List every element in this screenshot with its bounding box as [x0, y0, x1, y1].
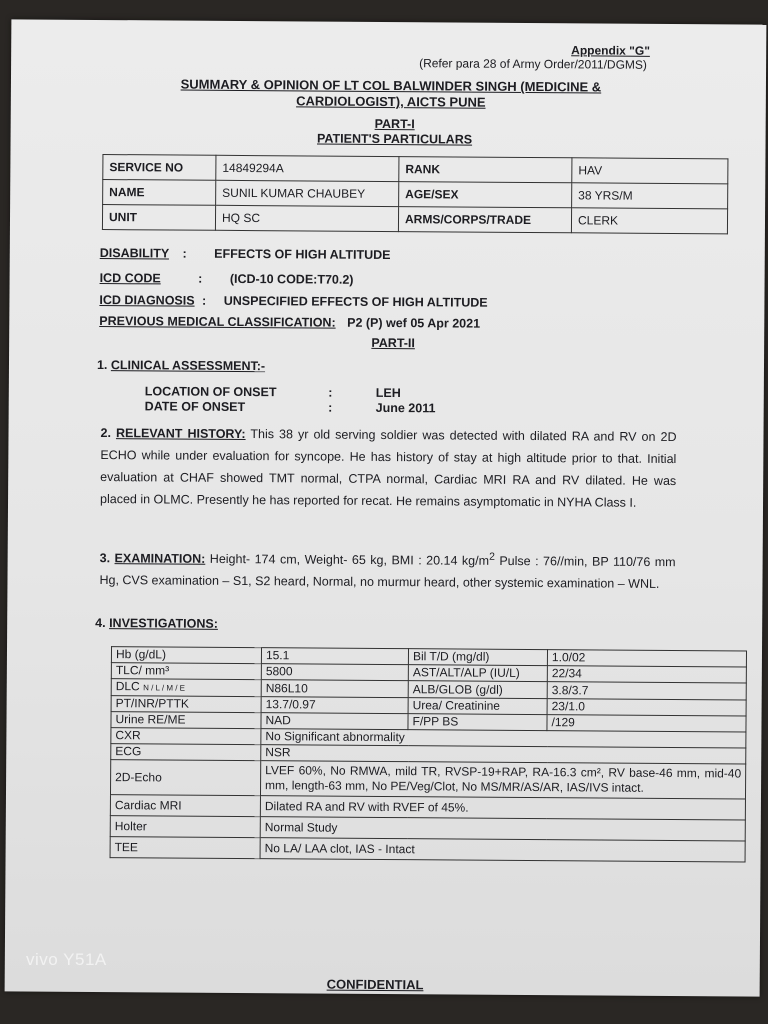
- dlc-label: DLC: [115, 679, 140, 694]
- document-page: [5, 19, 767, 996]
- exam-text-c: BP 110/76 mm Hg, CVS examination – S1, S2 heard, Normal, no murmur heard, other systemic examination – WNL.: [99, 554, 676, 592]
- cell-label: UNIT: [102, 205, 215, 231]
- onset-location-value: LEH: [375, 385, 401, 401]
- test-value: 22/34: [547, 666, 746, 683]
- section-number: 4.: [95, 615, 106, 631]
- disability-row: [100, 246, 391, 262]
- icd-code-label: ICD CODE: [99, 270, 161, 286]
- camera-watermark: vivo Y51A: [26, 950, 107, 969]
- cell-value: 14849294A: [216, 155, 399, 181]
- title-line-1: SUMMARY & OPINION OF LT COL BALWINDER SINGH (MEDICINE &: [180, 76, 602, 95]
- clinical-assessment-heading: [97, 358, 265, 373]
- investigations-heading: [95, 616, 218, 631]
- test-value: 23/1.0: [547, 699, 746, 716]
- table-row: [110, 760, 745, 799]
- onset-location-colon: :: [328, 385, 333, 400]
- test-value: 3.8/3.7: [547, 682, 746, 700]
- icd-diagnosis-label: ICD DIAGNOSIS: [99, 292, 195, 308]
- cell-label: ARMS/CORPS/TRADE: [398, 207, 571, 233]
- cell-value: HAV: [572, 158, 728, 184]
- section-title: INVESTIGATIONS:: [109, 616, 218, 631]
- test-name: Hb (g/dL): [111, 647, 261, 664]
- onset-location-row: [145, 384, 401, 400]
- onset-date-colon: :: [328, 400, 333, 415]
- investigations-table: [110, 646, 747, 862]
- icd-diagnosis-colon: :: [202, 293, 207, 308]
- exam-superscript: 2: [489, 551, 495, 563]
- particulars-table: [102, 154, 729, 234]
- previous-classification-value: P2 (P) wef 05 Apr 2021: [347, 315, 481, 331]
- cell-label: SERVICE NO: [103, 155, 216, 181]
- test-result: NSR: [261, 745, 746, 764]
- section-number: 2.: [100, 426, 112, 441]
- icd-code-row: [100, 271, 354, 287]
- disability-label: DISABILITY: [99, 245, 170, 261]
- test-result: Normal Study: [260, 817, 745, 841]
- icd-code-colon: :: [198, 271, 203, 286]
- test-value: 13.7/0.97: [261, 697, 408, 714]
- disability-colon: :: [182, 246, 187, 261]
- onset-location-label: LOCATION OF ONSET: [144, 384, 277, 400]
- part2-label: PART-II: [371, 335, 415, 351]
- section-title: EXAMINATION:: [114, 551, 206, 566]
- history-text: This 38 yr old serving soldier was detected with dilated RA and RV on 2D ECHO while under evaluation for syncope. He has history of stay at high altitude prior to that. Initial evaluation at CHAF showed TMT normal, CTPA normal, Cardiac MRI RA and RV dilated. He was placed in OLMC. Presently he has reported for recat. He remains asymptomatic in NYHA Class I.: [100, 427, 677, 510]
- part1-heading: PATIENT'S PARTICULARS: [316, 131, 473, 147]
- test-result: No Significant abnormality: [261, 729, 746, 748]
- test-name: Urine RE/ME: [111, 712, 261, 729]
- dlc-subscript: N / L / M / E: [143, 683, 186, 693]
- exam-text-b: Pulse : 76//min,: [494, 553, 588, 569]
- table-row: [110, 837, 745, 862]
- reference-line: (Refer para 28 of Army Order/2011/DGMS): [419, 56, 648, 72]
- test-name: ALB/GLOB (g/dl): [408, 681, 547, 699]
- test-name: F/PP BS: [408, 714, 547, 731]
- test-name: PT/INR/PTTK: [111, 696, 261, 713]
- cell-label: AGE/SEX: [399, 182, 572, 208]
- test-name: TLC/ mm³: [111, 663, 261, 680]
- previous-classification-row: [99, 314, 480, 331]
- part1-label: PART-I: [374, 116, 415, 132]
- relevant-history-paragraph: [100, 422, 677, 514]
- icd-diagnosis-value: UNSPECIFIED EFFECTS OF HIGH ALTITUDE: [223, 293, 488, 310]
- test-result: Dilated RA and RV with RVEF of 45%.: [260, 796, 745, 820]
- title-line-2: CARDIOLOGIST), AICTS PUNE: [296, 93, 486, 110]
- section-title: RELEVANT HISTORY:: [115, 426, 246, 442]
- exam-text-a: Height- 174 cm, Weight- 65 kg, BMI : 20.14 kg/m: [209, 551, 490, 568]
- examination-paragraph: [99, 544, 675, 595]
- section-title: CLINICAL ASSESSMENT:-: [110, 358, 266, 374]
- test-value: N86L10: [261, 680, 408, 698]
- icd-diagnosis-row: [99, 293, 487, 310]
- icd-code-value: (ICD-10 CODE:T70.2): [229, 271, 354, 287]
- onset-date-value: June 2011: [375, 400, 436, 416]
- test-name: TEE: [110, 837, 260, 859]
- cell-label: RANK: [399, 157, 572, 183]
- section-number: 1.: [96, 357, 108, 373]
- confidential-footer: CONFIDENTIAL: [326, 976, 424, 993]
- test-result: No LA/ LAA clot, IAS - Intact: [260, 838, 745, 862]
- test-name: Holter: [110, 816, 260, 838]
- cell-value: HQ SC: [215, 205, 398, 231]
- test-name: [111, 679, 261, 697]
- document-title: [131, 76, 651, 112]
- test-name: Bil T/D (mg/dl): [408, 649, 547, 666]
- test-value: NAD: [261, 713, 408, 730]
- test-value: 5800: [261, 664, 408, 681]
- test-value: 1.0/02: [547, 650, 746, 667]
- onset-date-label: DATE OF ONSET: [144, 399, 246, 415]
- test-name: Urea/ Creatinine: [408, 698, 547, 715]
- cell-value: 38 YRS/M: [572, 183, 728, 209]
- disability-value: EFFECTS OF HIGH ALTITUDE: [214, 246, 391, 263]
- section-number: 3.: [99, 551, 111, 566]
- test-name: 2D-Echo: [110, 760, 260, 796]
- onset-date-row: [145, 399, 436, 415]
- test-name: ECG: [111, 744, 261, 761]
- test-name: AST/ALT/ALP (IU/L): [408, 665, 547, 682]
- test-result: LVEF 60%, No RMWA, mild TR, RVSP-19+RAP, RA-16.3 cm², RV base-46 mm, mid-40 mm, length-63 mm, No PE/Veg/Clot, No MS/MR/AS/AR, IAS/IVS intact.: [260, 761, 745, 799]
- test-name: CXR: [111, 728, 261, 745]
- cell-value: CLERK: [571, 208, 727, 234]
- appendix-label: Appendix "G": [571, 43, 650, 58]
- cell-label: NAME: [103, 180, 216, 206]
- table-row: [102, 205, 727, 234]
- test-value: /129: [547, 715, 746, 732]
- cell-value: SUNIL KUMAR CHAUBEY: [216, 180, 399, 206]
- previous-classification-label: PREVIOUS MEDICAL CLASSIFICATION:: [99, 313, 336, 330]
- test-value: 15.1: [261, 648, 408, 665]
- test-name: Cardiac MRI: [110, 795, 260, 817]
